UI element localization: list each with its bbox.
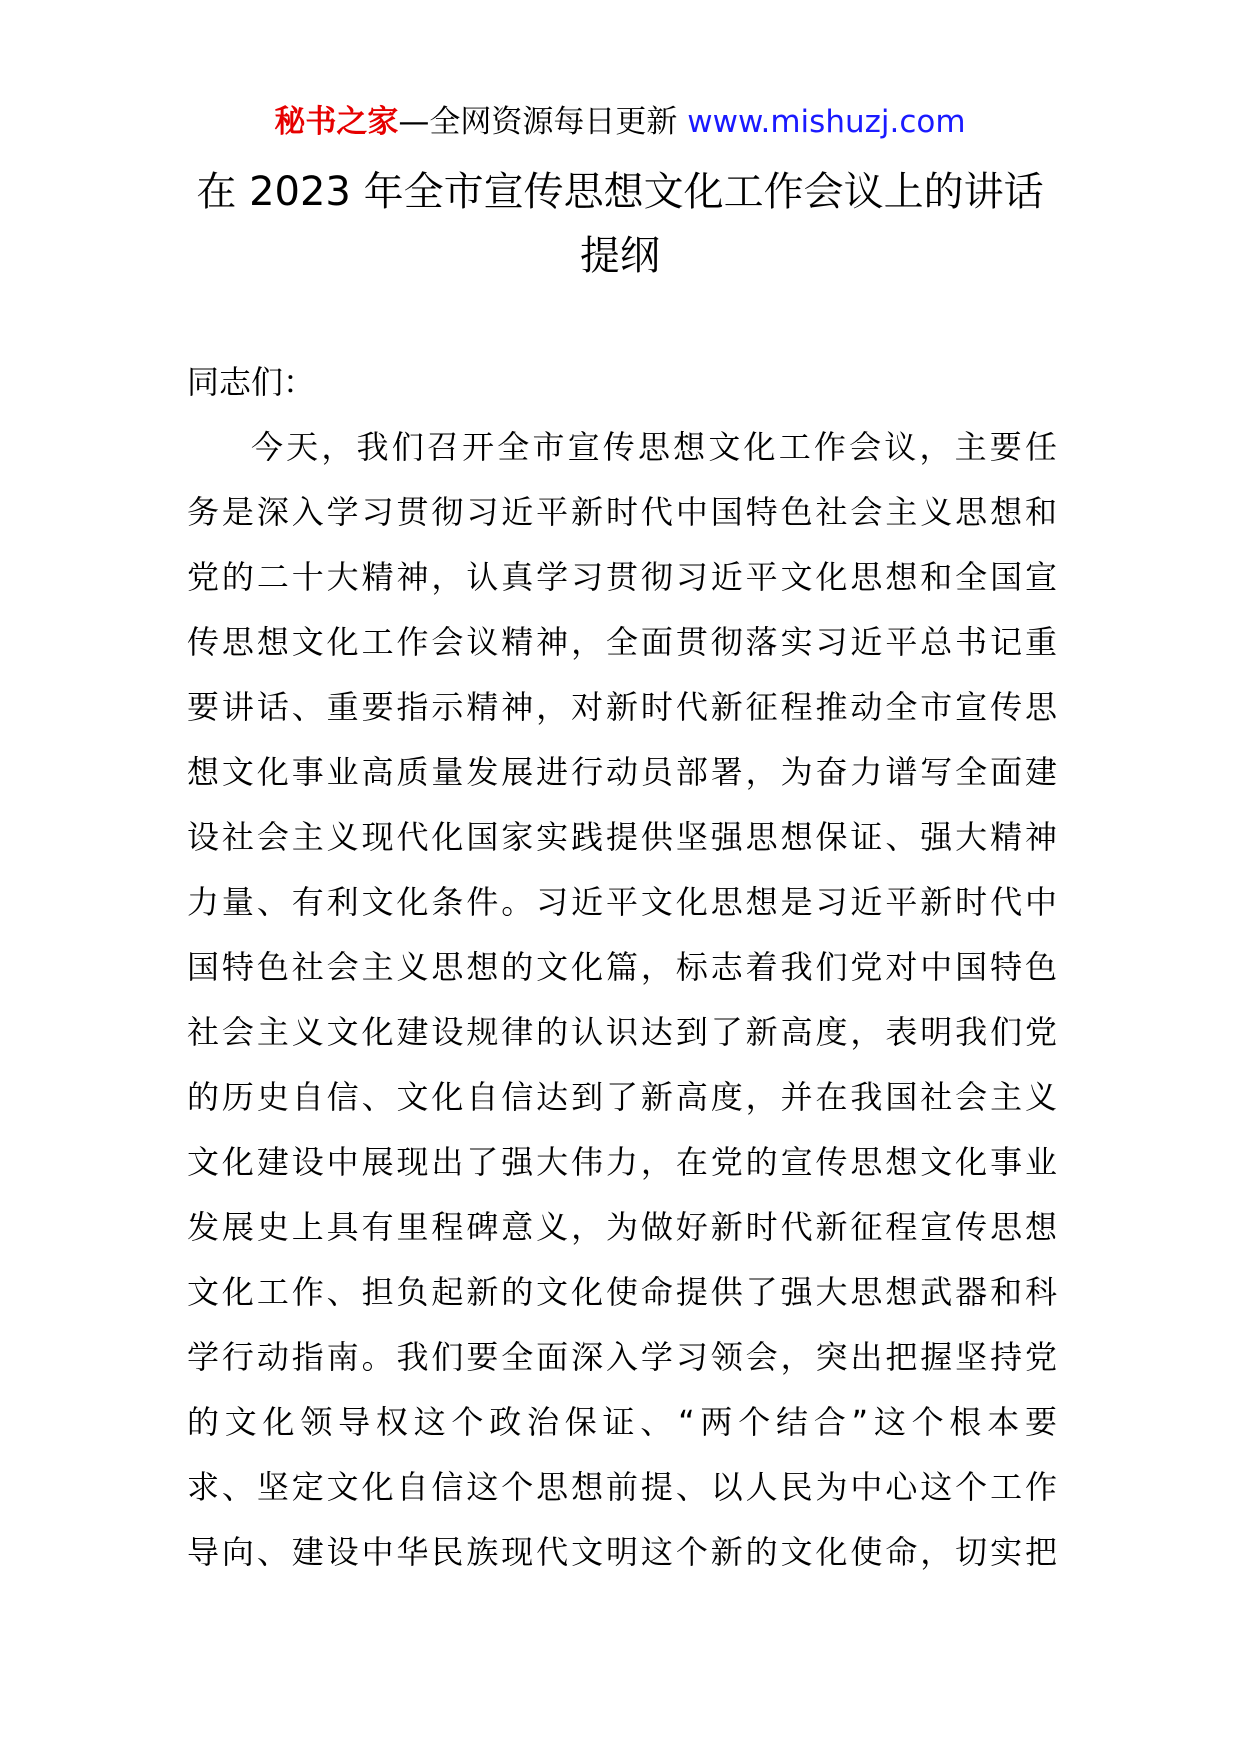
brand-name: 秘书之家	[274, 104, 399, 140]
site-banner	[0, 100, 1240, 144]
body-line: 文化工作、担负起新的文化使命提供了强大思想武器和科	[187, 1273, 1057, 1311]
body-line: 传思想文化工作会议精神，全面贯彻落实习近平总书记重	[187, 623, 1057, 661]
body-line: 的文化领导权这个政治保证、“两个结合”这个根本要	[187, 1403, 1057, 1441]
body-line: 求、坚定文化自信这个思想前提、以人民为中心这个工作	[187, 1468, 1057, 1506]
banner-slogan: —全网资源每日更新	[398, 104, 688, 140]
body-line: 学行动指南。我们要全面深入学习领会，突出把握坚持党	[187, 1338, 1057, 1376]
body-line: 文化建设中展现出了强大伟力，在党的宣传思想文化事业	[187, 1143, 1057, 1181]
body-line: 党的二十大精神，认真学习贯彻习近平文化思想和全国宣	[187, 558, 1057, 596]
body-line: 国特色社会主义思想的文化篇，标志着我们党对中国特色	[187, 948, 1057, 986]
title-line-1: 在 2023 年全市宣传思想文化工作会议上的讲话	[196, 169, 1044, 215]
salutation: 同志们：	[187, 363, 316, 401]
body-line: 设社会主义现代化国家实践提供坚强思想保证、强大精神	[187, 818, 1057, 856]
body-line: 今天，我们召开全市宣传思想文化工作会议，主要任	[251, 428, 1057, 466]
body-line: 的历史自信、文化自信达到了新高度，并在我国社会主义	[187, 1078, 1057, 1116]
body-line: 务是深入学习贯彻习近平新时代中国特色社会主义思想和	[187, 493, 1057, 531]
banner-url[interactable]: www.mishuzj.com	[687, 104, 966, 140]
title-line-2: 提纲	[580, 233, 660, 279]
document-title	[150, 160, 1090, 288]
body-line: 要讲话、重要指示精神，对新时代新征程推动全市宣传思	[187, 688, 1057, 726]
body-line: 导向、建设中华民族现代文明这个新的文化使命，切实把	[187, 1533, 1057, 1571]
body-paragraph	[187, 425, 1057, 1595]
body-line: 社会主义文化建设规律的认识达到了新高度，表明我们党	[187, 1013, 1057, 1051]
body-line: 想文化事业高质量发展进行动员部署，为奋力谱写全面建	[187, 753, 1057, 791]
body-line: 发展史上具有里程碑意义，为做好新时代新征程宣传思想	[187, 1208, 1057, 1246]
body-line: 力量、有利文化条件。习近平文化思想是习近平新时代中	[187, 883, 1057, 921]
